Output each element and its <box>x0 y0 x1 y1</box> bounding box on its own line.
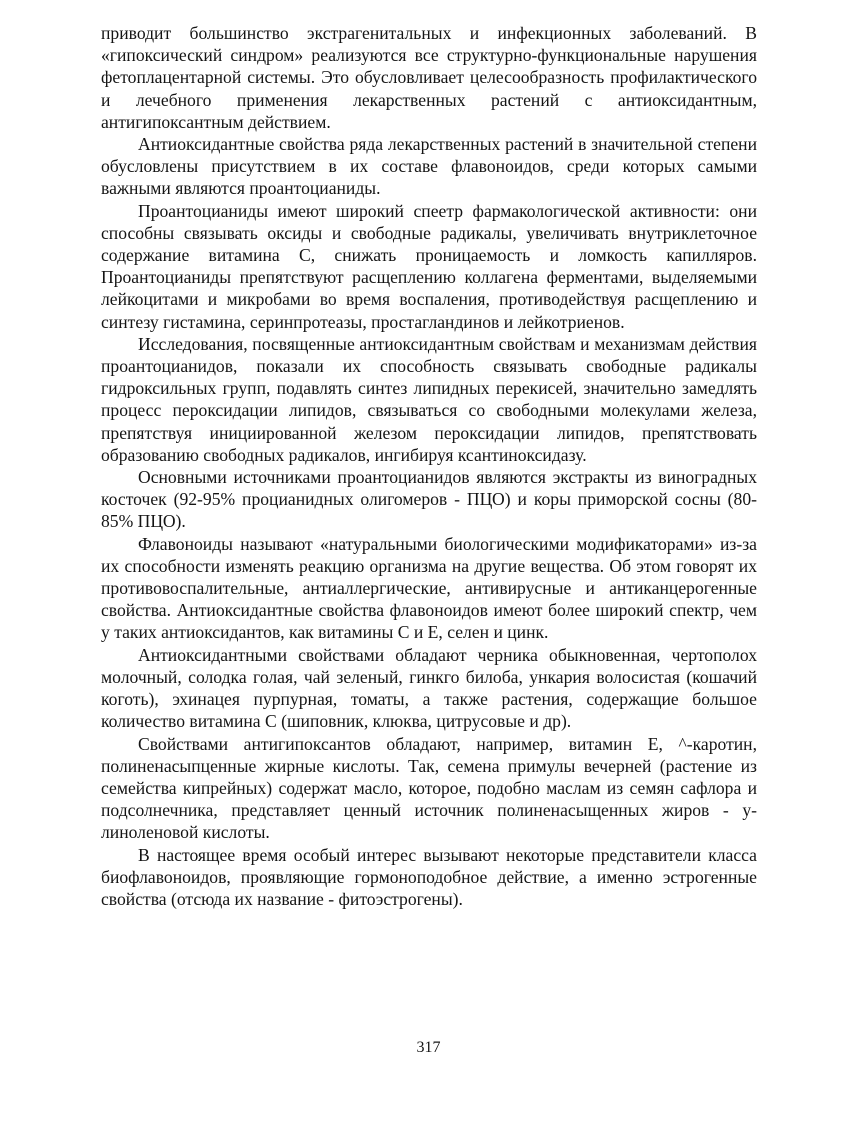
paragraph-3: Проантоцианиды имеют широкий спеетр фармакологической активности: они способны связывать оксиды и свободные радикалы, увеличивать внутриклеточное содержание витамина С, снижать проницаемость и ломкость капилляров. Проантоцианиды препятствуют расщеплению коллагена ферментами, выделяемыми лейкоцитами и микробами во время воспаления, противодействуя расщеплению и синтезу гистамина, серинпротеазы, простагландинов и лейкотриенов. <box>101 200 757 332</box>
paragraph-4: Исследования, посвященные антиоксидантным свойствам и механизмам действия проантоцианидов, показали их способность связывать свободные радикалы гидроксильных групп, подавлять синтез липидных перекисей, значительно замедлять процесс пероксидации липидов, связываться со свободными молекулами железа, препятствуя инициированной железом пероксидации липидов, препятствовать образованию свободных радикалов, ингибируя ксантиноксидазу. <box>101 333 757 465</box>
paragraph-6: Флавоноиды называют «натуральными биологическими модификаторами» из-за их способности изменять реакцию организма на другие вещества. Об этом говорят их противовоспалительные, антиаллергические, антивирусные и антиканцерогенные свойства. Антиоксидантные свойства флавоноидов имеют более широкий спектр, чем у таких антиоксидантов, как витамины С и Е, селен и цинк. <box>101 533 757 643</box>
page-number: 317 <box>416 1039 441 1056</box>
paragraph-7: Антиоксидантными свойствами обладают черника обыкновенная, чертополох молочный, солодка голая, чай зеленый, гинкго билоба, ункария волосистая (кошачий коготь), эхинацея пурпурная, томаты, а также растения, содержащие большое количество витамина С (шиповник, клюква, цитрусовые и др). <box>101 644 757 732</box>
paragraph-2: Антиоксидантные свойства ряда лекарственных растений в значительной степени обусловлены присутствием в их составе флавоноидов, среди которых самыми важными являются проантоцианиды. <box>101 134 757 199</box>
paragraph-8: Свойствами антигипоксантов обладают, например, витамин Е, ^-каротин, полиненасыпценные жирные кислоты. Так, семена примулы вечерней (растение из семейства кипрейных) содержат масло, которое, подобно маслам из семян сафлора и подсолнечника, представляет ценный источник полиненасыщенных жиров - у-линоленовой кислоты. <box>101 733 757 843</box>
paragraph-9: В настоящее время особый интерес вызывают некоторые представители класса биофлавоноидов, проявляющие гормоноподобное действие, а именно эстрогенные свойства (отсюда их название - фитоэстрогены). <box>101 844 757 909</box>
paragraph-5: Основными источниками проантоцианидов являются экстракты из виноградных косточек (92-95% процианидных олигомеров - ПЦО) и коры приморской сосны (80-85% ПЦО). <box>101 467 757 532</box>
document-body <box>101 22 757 910</box>
paragraph-1: приводит большинство экстрагенитальных и инфекционных заболеваний. В «гипоксический синдром» реализуются все структурно-функциональные нарушения фетоплацентарной системы. Это обусловливает целесообразность профилактического и лечебного применения лекарственных растений с антиоксидантным, антигипоксантным действием. <box>101 23 757 132</box>
